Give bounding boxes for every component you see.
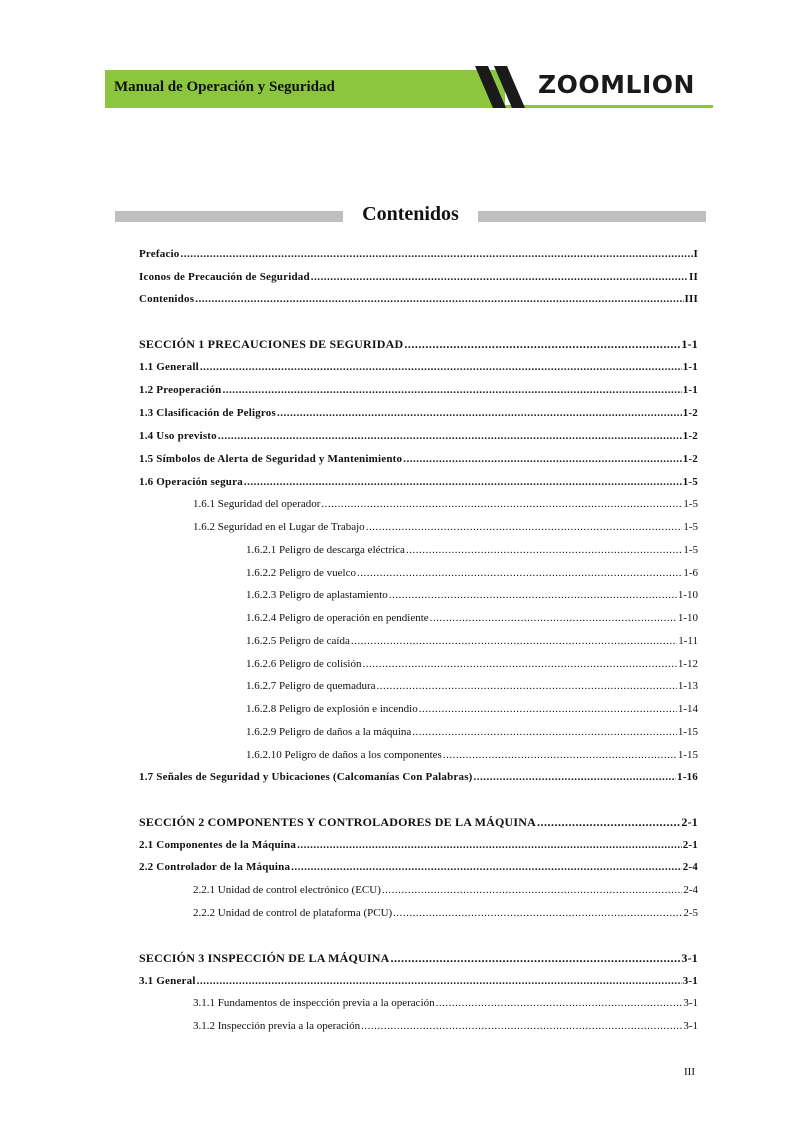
toc-page: 3-1: [683, 1020, 698, 1032]
toc-page: 1-13: [677, 680, 698, 692]
toc-label: 1.6.2.8 Peligro de explosión e incendio: [246, 703, 418, 715]
toc-page: 1-2: [682, 407, 698, 419]
toc-label: 1.6.2.3 Peligro de aplastamiento: [246, 589, 388, 601]
toc-label: 1.6.2.5 Peligro de caída: [246, 635, 350, 647]
toc-entry-1-6[interactable]: [139, 475, 698, 489]
toc-leader: [218, 429, 682, 443]
toc-page: II: [689, 271, 698, 283]
toc-page: 1-1: [681, 337, 698, 351]
toc-label: 1.2 Preoperación: [139, 384, 222, 396]
toc-page: 2-5: [683, 907, 698, 919]
toc-leader: [291, 860, 682, 874]
toc-leader: [363, 657, 677, 671]
toc-page: 2-4: [683, 884, 698, 896]
toc-label: 1.5 Símbolos de Alerta de Seguridad y Mantenimiento: [139, 453, 403, 465]
toc-label: 1.3 Clasificación de Peligros: [139, 407, 276, 419]
toc-label: 1.6.2.6 Peligro de colisión: [246, 658, 362, 670]
toc-leader: [200, 360, 682, 374]
toc-label: 1.6.2.1 Peligro de descarga eléctrica: [246, 544, 405, 556]
logo-wordmark: ZOOMLION: [538, 70, 695, 99]
toc-entry-1-6-2-5[interactable]: [246, 634, 698, 648]
toc-label: Contenidos: [139, 293, 195, 305]
toc-entry-1-6-2-3[interactable]: [246, 588, 698, 602]
toc-page: 1-5: [682, 476, 698, 488]
toc-leader: [412, 725, 677, 739]
document-title: Manual de Operación y Seguridad: [114, 79, 335, 95]
toc-leader: [391, 951, 681, 965]
toc-entry-1-6-2-2[interactable]: [246, 566, 698, 580]
toc-label: 3.1.1 Fundamentos de inspección previa a la operación: [193, 997, 435, 1009]
toc-label: SECCIÓN 3 INSPECCIÓN DE LA MÁQUINA: [139, 951, 390, 965]
toc-leader: [403, 452, 682, 466]
toc-leader: [181, 247, 693, 261]
toc-page: 1-10: [677, 589, 698, 601]
toc-leader: [321, 497, 682, 511]
toc-page: 1-5: [683, 544, 698, 556]
toc-leader: [404, 337, 680, 351]
toc-leader: [419, 702, 677, 716]
toc-entry-1-6-2-6[interactable]: [246, 657, 698, 671]
toc-label: 1.7 Señales de Seguridad y Ubicaciones (Calcomanías Con Palabras): [139, 771, 473, 783]
toc-leader: [474, 770, 676, 784]
toc-leader: [311, 270, 688, 284]
toc-page: 1-1: [682, 384, 698, 396]
toc-leader: [537, 815, 680, 829]
toc-label: 3.1.2 Inspección previa a la operación: [193, 1020, 361, 1032]
toc-entry-seccion-1[interactable]: [139, 337, 698, 351]
toc-page: 3-1: [681, 951, 698, 965]
toc-entry-3-1-2[interactable]: [193, 1019, 698, 1033]
toc-label: SECCIÓN 1 PRECAUCIONES DE SEGURIDAD: [139, 337, 404, 351]
toc-entry-1-1[interactable]: [139, 360, 698, 374]
page-number: III: [684, 1066, 695, 1078]
toc-entry-1-3[interactable]: [139, 406, 698, 420]
toc-entry-iconos[interactable]: [139, 270, 698, 284]
toc-page: 1-5: [683, 521, 698, 533]
toc-label: 1.6.1 Seguridad del operador: [193, 498, 321, 510]
toc-label: 2.1 Componentes de la Máquina: [139, 839, 297, 851]
toc-label: 2.2 Controlador de la Máquina: [139, 861, 291, 873]
toc-page: 3-1: [682, 975, 698, 987]
toc-page: 1-2: [682, 453, 698, 465]
toc-entry-3-1[interactable]: [139, 974, 698, 988]
toc-page: 1-12: [677, 658, 698, 670]
toc-leader: [443, 748, 677, 762]
toc-entry-seccion-2[interactable]: [139, 815, 698, 829]
toc-entry-2-1[interactable]: [139, 838, 698, 852]
toc-leader: [436, 996, 683, 1010]
toc-entry-1-6-1[interactable]: [193, 497, 698, 511]
header-underline: [105, 105, 713, 108]
toc-entry-1-6-2-4[interactable]: [246, 611, 698, 625]
toc-entry-1-6-2-10[interactable]: [246, 748, 698, 762]
toc-entry-1-7[interactable]: [139, 770, 698, 784]
toc-page: 3-1: [683, 997, 698, 1009]
title-rule-right: [478, 211, 706, 222]
toc-page: 1-2: [682, 430, 698, 442]
toc-leader: [222, 383, 681, 397]
toc-label: 1.6 Operación segura: [139, 476, 243, 488]
toc-entry-1-4[interactable]: [139, 429, 698, 443]
toc-entry-1-6-2-8[interactable]: [246, 702, 698, 716]
toc-page: 1-14: [677, 703, 698, 715]
toc-label: 3.1 General: [139, 975, 196, 987]
toc-label: 1.6.2.2 Peligro de vuelco: [246, 567, 356, 579]
toc-leader: [393, 906, 682, 920]
toc-leader: [277, 406, 682, 420]
toc-entry-1-2[interactable]: [139, 383, 698, 397]
toc-leader: [406, 543, 682, 557]
toc-page: 1-5: [683, 498, 698, 510]
toc-page: III: [684, 293, 698, 305]
toc-page: 1-15: [677, 749, 698, 761]
toc-entry-1-6-2-9[interactable]: [246, 725, 698, 739]
toc-label: 1.6.2.9 Peligro de daños a la máquina: [246, 726, 412, 738]
toc-leader: [366, 520, 683, 534]
toc-label: 1.6.2 Seguridad en el Lugar de Trabajo: [193, 521, 365, 533]
title-rule-left: [115, 211, 343, 222]
toc-leader: [351, 634, 677, 648]
toc-page: 1-1: [682, 361, 698, 373]
toc-leader: [430, 611, 677, 625]
toc-label: 2.2.2 Unidad de control de plataforma (PCU): [193, 907, 393, 919]
toc-label: Prefacio: [139, 248, 180, 260]
toc-page: 2-4: [682, 861, 698, 873]
toc-entry-1-6-2-1[interactable]: [246, 543, 698, 557]
toc-entry-1-6-2[interactable]: [193, 520, 698, 534]
toc-page: 1-11: [678, 635, 698, 647]
toc-page: 1-6: [683, 567, 698, 579]
toc-entry-3-1-1[interactable]: [193, 996, 698, 1010]
toc-entry-seccion-3[interactable]: [139, 951, 698, 965]
toc-leader: [361, 1019, 682, 1033]
toc-label: 1.4 Uso previsto: [139, 430, 217, 442]
toc-page: 1-16: [677, 771, 698, 783]
toc-leader: [195, 292, 683, 306]
toc-leader: [357, 566, 682, 580]
toc-entry-contenidos[interactable]: [139, 292, 698, 306]
toc-label: 1.6.2.7 Peligro de quemadura: [246, 680, 376, 692]
toc-leader: [244, 475, 682, 489]
toc-entry-prefacio[interactable]: [139, 247, 698, 261]
toc-leader: [389, 588, 677, 602]
toc-page: 1-10: [677, 612, 698, 624]
toc-page: I: [693, 248, 698, 260]
toc-label: 2.2.1 Unidad de control electrónico (ECU): [193, 884, 381, 896]
toc-page: 2-1: [681, 815, 698, 829]
toc-entry-2-2-1[interactable]: [193, 883, 698, 897]
toc-leader: [197, 974, 682, 988]
toc-entry-2-2-2[interactable]: [193, 906, 698, 920]
toc-page: 2-1: [682, 839, 698, 851]
toc-label: Iconos de Precaución de Seguridad: [139, 271, 310, 283]
toc-entry-1-6-2-7[interactable]: [246, 679, 698, 693]
toc-leader: [382, 883, 682, 897]
toc-page: 1-15: [677, 726, 698, 738]
toc-leader: [297, 838, 682, 852]
toc-leader: [377, 679, 677, 693]
toc-label: 1.6.2.4 Peligro de operación en pendiente: [246, 612, 429, 624]
toc-label: 1.1 Generall: [139, 361, 199, 373]
toc-label: SECCIÓN 2 COMPONENTES Y CONTROLADORES DE LA MÁQUINA: [139, 815, 537, 829]
toc-entry-1-5[interactable]: [139, 452, 698, 466]
toc-entry-2-2[interactable]: [139, 860, 698, 874]
page-title: Contenidos: [362, 203, 459, 225]
toc-label: 1.6.2.10 Peligro de daños a los componentes: [246, 749, 442, 761]
